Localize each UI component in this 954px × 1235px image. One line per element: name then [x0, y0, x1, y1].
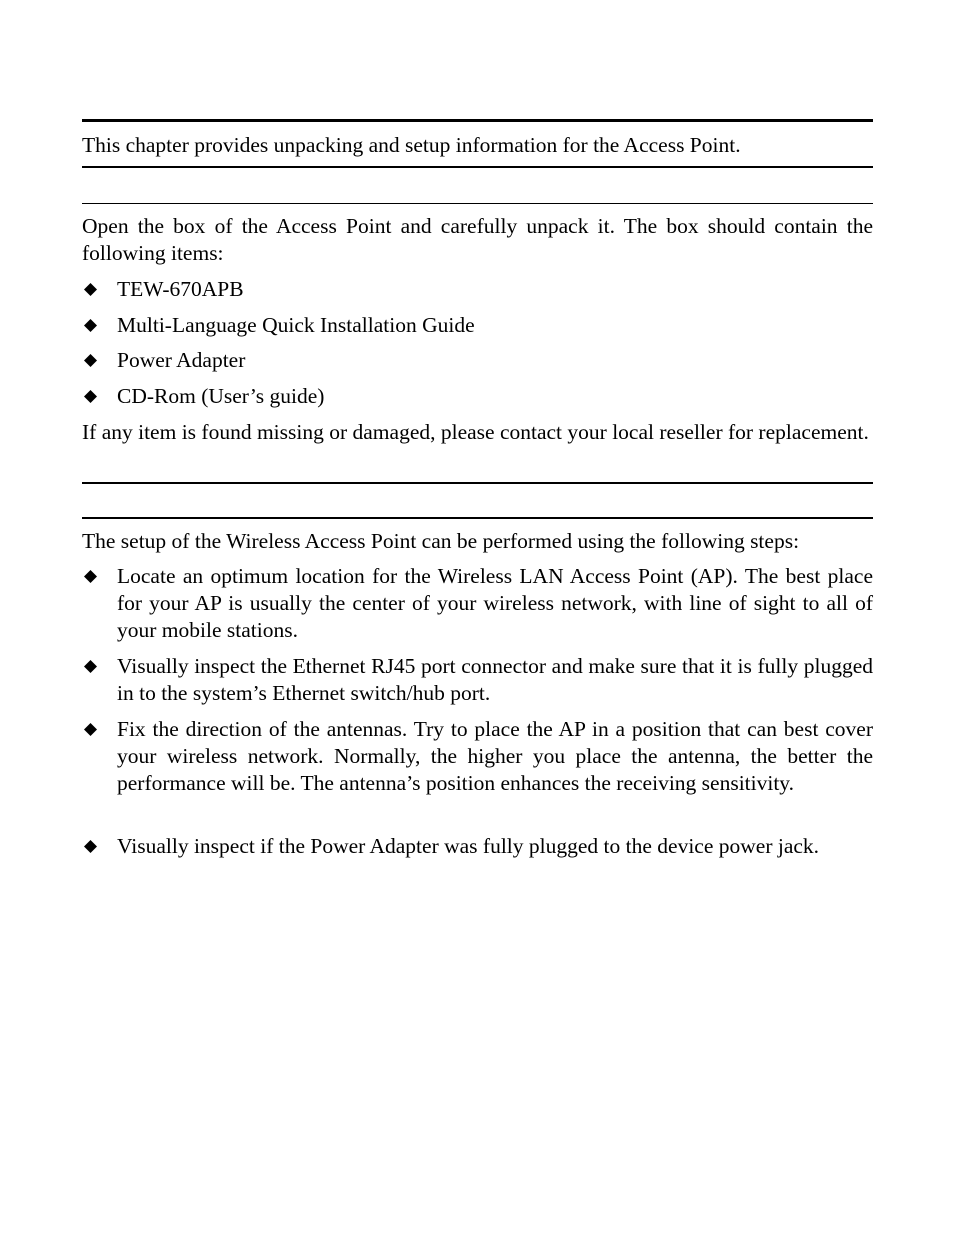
- list-item-text: TEW-670APB: [117, 277, 244, 301]
- diamond-bullet-icon: [84, 319, 97, 332]
- unpacking-closing: If any item is found missing or damaged, please contact your local reseller for replacement.: [82, 420, 869, 444]
- diamond-bullet-icon: [84, 660, 97, 673]
- section-rule-top: [82, 119, 873, 122]
- diamond-bullet-icon: [84, 354, 97, 367]
- diamond-bullet-icon: [84, 840, 97, 853]
- section-rule-top: [82, 517, 873, 519]
- diamond-bullet-icon: [84, 723, 97, 736]
- diamond-bullet-icon: [84, 390, 97, 403]
- section-rule-bottom: [82, 482, 873, 484]
- unpacking-paragraph: Open the box of the Access Point and carefully unpack it. The box should contain the following items:: [82, 214, 873, 265]
- list-item-text: Visually inspect the Ethernet RJ45 port connector and make sure that it is fully plugged in to the system’s Ethernet switch/hub port.: [117, 654, 873, 705]
- list-item-text: Multi-Language Quick Installation Guide: [117, 313, 475, 337]
- diamond-bullet-icon: [84, 283, 97, 296]
- section-rule-top: [82, 203, 873, 204]
- list-item-text: Visually inspect if the Power Adapter was fully plugged to the device power jack.: [117, 834, 820, 858]
- list-item-text: Locate an optimum location for the Wireless LAN Access Point (AP). The best place for your AP is usually the center of your wireless network, with line of sight to all of your mobile stations.: [117, 564, 873, 642]
- list-item-text: Power Adapter: [117, 348, 246, 372]
- list-item-text: Fix the direction of the antennas. Try to place the AP in a position that can best cover your wireless network. Normally, the higher you place the antenna, the better the performance will be. The antenna’s position enhances the receiving sensitivity.: [117, 717, 873, 795]
- diamond-bullet-icon: [84, 570, 97, 583]
- setup-paragraph: The setup of the Wireless Access Point can be performed using the following steps:: [82, 529, 800, 553]
- list-item-text: CD-Rom (User’s guide): [117, 384, 325, 408]
- section-rule-bottom: [82, 166, 873, 168]
- intro-text: This chapter provides unpacking and setup information for the Access Point.: [82, 133, 741, 157]
